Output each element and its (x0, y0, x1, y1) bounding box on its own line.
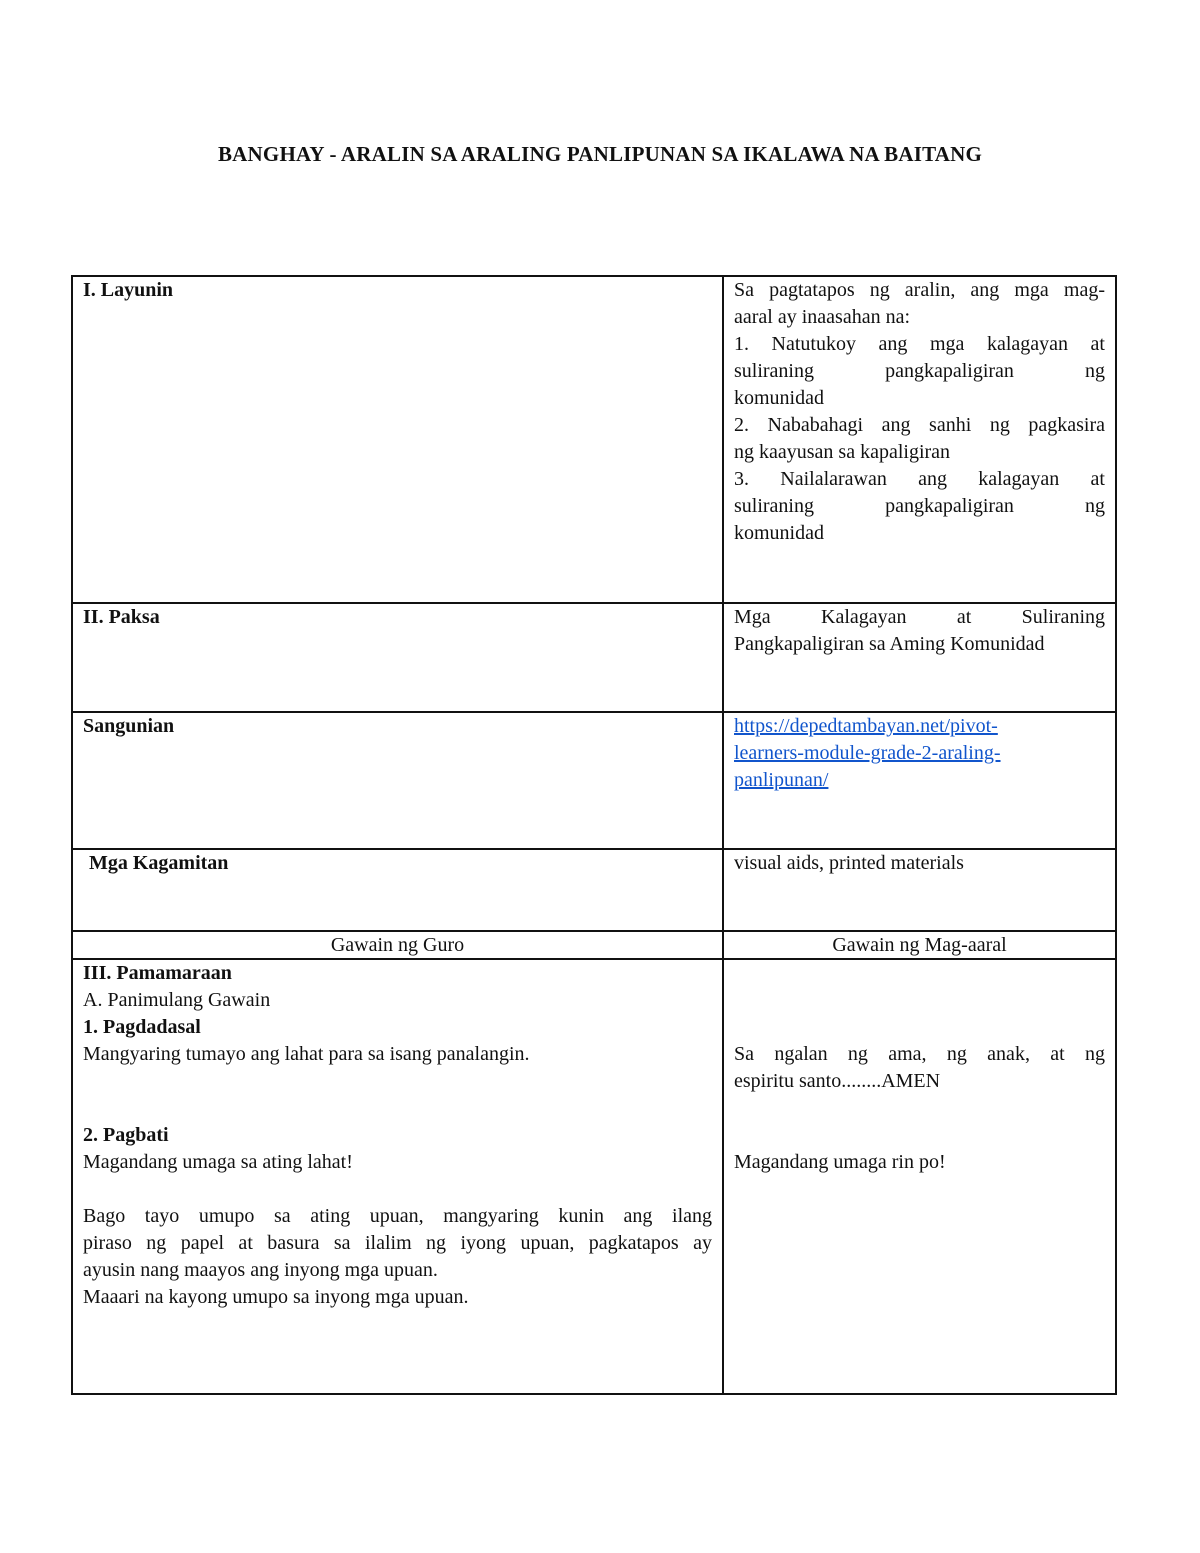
spacer (734, 1095, 1105, 1122)
section-a-title: A. Panimulang Gawain (83, 989, 271, 1011)
objective-3-line1: 3. Nailalarawan ang kalagayan at (734, 468, 1105, 490)
paksa-line1: Mga Kalagayan at Suliraning (734, 606, 1105, 628)
instruction-line1: Bago tayo umupo sa ating upuan, mangyaring kunin ang ilang (83, 1205, 712, 1227)
spacer (83, 1068, 712, 1095)
paksa-content-cell (723, 603, 1116, 712)
table-row-paksa (72, 603, 1116, 712)
paksa-line2: Pangkapaligiran sa Aming Komunidad (734, 633, 1045, 655)
step-1-title: 1. Pagdadasal (83, 1016, 201, 1038)
step-1-student-line1: Sa ngalan ng ama, ng anak, at ng (734, 1043, 1105, 1065)
spacer (734, 960, 1105, 987)
table-row-layunin (72, 276, 1116, 603)
objective-1-line2: suliraning pangkapaligiran ng (734, 360, 1105, 382)
layunin-label: I. Layunin (83, 279, 174, 301)
kagamitan-content-cell (723, 849, 1116, 931)
table-row-sangunian (72, 712, 1116, 849)
sangunian-content-cell (723, 712, 1116, 849)
step-2-title: 2. Pagbati (83, 1124, 169, 1146)
teacher-column-header: Gawain ng Guro (72, 931, 723, 959)
step-1-teacher-text: Mangyaring tumayo ang lahat para sa isang panalangin. (83, 1043, 530, 1065)
step-1-student-line2: espiritu santo........AMEN (734, 1070, 941, 1092)
instruction-line2: piraso ng papel at basura sa ilalim ng iyong upuan, pagkatapos ay (83, 1232, 712, 1254)
reference-link-line2: learners-module-grade-2-araling- (734, 742, 1001, 764)
sangunian-label-cell (72, 712, 723, 849)
teacher-activity-cell (72, 959, 723, 1394)
document-title: BANGHAY - ARALIN SA ARALING PANLIPUNAN SA IKALAWA NA BAITANG (217, 142, 983, 166)
spacer (734, 1122, 1105, 1149)
paksa-label-cell (72, 603, 723, 712)
spacer (734, 1014, 1105, 1041)
layunin-intro-line2: aaral ay inaasahan na: (734, 306, 911, 328)
objective-2-line2: ng kaayusan sa kapaligiran (734, 441, 951, 463)
kagamitan-value: visual aids, printed materials (734, 852, 964, 874)
lesson-plan-table (71, 275, 1117, 1395)
reference-link-line3: panlipunan/ (734, 769, 829, 791)
spacer (734, 987, 1105, 1014)
pamamaraan-label: III. Pamamaraan (83, 962, 232, 984)
objective-3-line2: suliraning pangkapaligiran ng (734, 495, 1105, 517)
student-column-header: Gawain ng Mag-aaral (723, 931, 1116, 959)
objective-1-line1: 1. Natutukoy ang mga kalagayan at (734, 333, 1105, 355)
table-row-pamamaraan (72, 959, 1116, 1394)
table-row-column-headers (72, 931, 1116, 959)
objective-1-line3: komunidad (734, 387, 824, 409)
table-row-kagamitan (72, 849, 1116, 931)
step-2-student-text: Magandang umaga rin po! (734, 1151, 946, 1173)
student-activity-cell (723, 959, 1116, 1394)
reference-link-line1: https://depedtambayan.net/pivot- (734, 715, 998, 737)
step-2-teacher-text: Magandang umaga sa ating lahat! (83, 1151, 353, 1173)
layunin-content-cell (723, 276, 1116, 603)
layunin-intro-line1: Sa pagtatapos ng aralin, ang mga mag- (734, 279, 1105, 301)
sit-down-text: Maaari na kayong umupo sa inyong mga upuan. (83, 1286, 469, 1308)
layunin-label-cell (72, 276, 723, 603)
objective-2-line1: 2. Nababahagi ang sanhi ng pagkasira (734, 414, 1105, 436)
paksa-label: II. Paksa (83, 606, 160, 628)
kagamitan-label: Mga Kagamitan (89, 852, 229, 874)
spacer (83, 1095, 712, 1122)
sangunian-label: Sangunian (83, 715, 175, 737)
spacer (83, 1176, 712, 1203)
kagamitan-label-cell (72, 849, 723, 931)
instruction-line3: ayusin nang maayos ang inyong mga upuan. (83, 1259, 438, 1281)
objective-3-line3: komunidad (734, 522, 824, 544)
reference-link[interactable] (734, 713, 1105, 794)
